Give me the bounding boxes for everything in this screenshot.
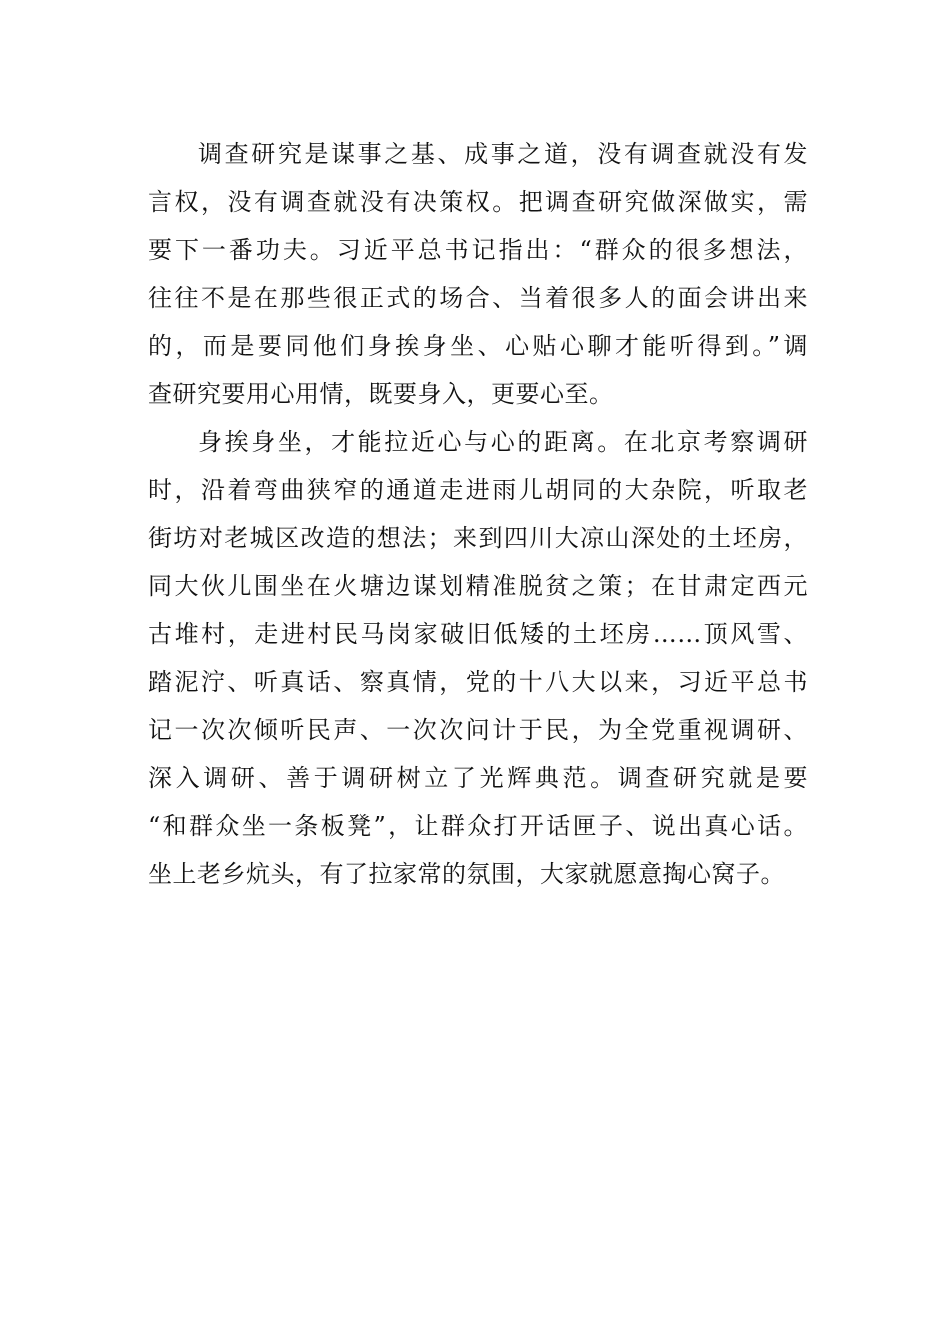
paragraph-line: “和群众坐一条板凳”，让群众打开话匣子、说出真心话。 — [148, 812, 808, 840]
paragraph-line: 踏泥泞、听真话、察真情，党的十八大以来，习近平总书 — [148, 668, 808, 696]
paragraph-line: 调查研究是谋事之基、成事之道，没有调查就没有发 — [198, 140, 808, 168]
paragraph-1 — [148, 130, 808, 418]
paragraph-2 — [148, 418, 808, 898]
paragraph-line: 往往不是在那些很正式的场合、当着很多人的面会讲出来 — [148, 284, 808, 312]
document-body — [148, 130, 808, 898]
paragraph-line: 同大伙儿围坐在火塘边谋划精准脱贫之策；在甘肃定西元 — [148, 572, 808, 600]
paragraph-line: 要下一番功夫。习近平总书记指出：“群众的很多想法， — [148, 236, 808, 264]
paragraph-line: 古堆村，走进村民马岗家破旧低矮的土坯房……顶风雪、 — [148, 620, 808, 648]
paragraph-line: 时，沿着弯曲狭窄的通道走进雨儿胡同的大杂院，听取老 — [148, 476, 808, 504]
paragraph-line: 深入调研、善于调研树立了光辉典范。调查研究就是要 — [148, 764, 808, 792]
paragraph-line: 街坊对老城区改造的想法；来到四川大凉山深处的土坯房， — [148, 524, 808, 552]
paragraph-line: 身挨身坐，才能拉近心与心的距离。在北京考察调研 — [198, 428, 808, 456]
paragraph-line: 查研究要用心用情，既要身入，更要心至。 — [148, 380, 614, 408]
paragraph-line: 言权，没有调查就没有决策权。把调查研究做深做实，需 — [148, 188, 808, 216]
paragraph-line: 坐上老乡炕头，有了拉家常的氛围，大家就愿意掏心窝子。 — [148, 860, 785, 888]
paragraph-line: 记一次次倾听民声、一次次问计于民，为全党重视调研、 — [148, 716, 808, 744]
paragraph-line: 的，而是要同他们身挨身坐、心贴心聊才能听得到。”调 — [148, 332, 808, 360]
